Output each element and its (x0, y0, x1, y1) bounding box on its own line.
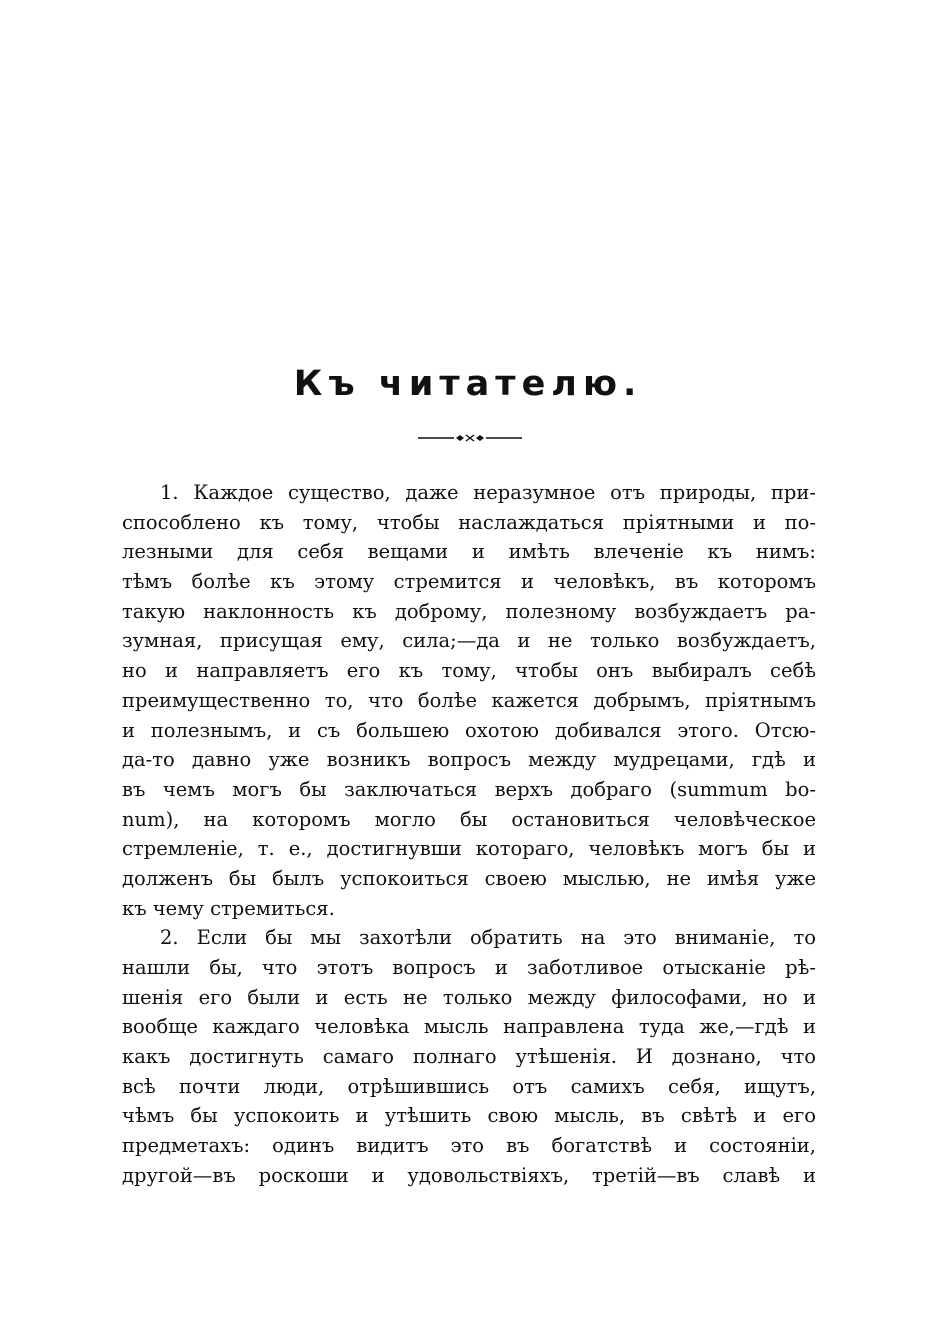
text-line: тѣмъ болѣе къ этому стремится и человѣкъ, въ которомъ (122, 570, 816, 594)
text-line: шенія его были и есть не только между философами, но и (122, 985, 816, 1009)
text-line: лезными для себя вещами и имѣть влеченіе къ нимъ: (122, 540, 816, 564)
text-line: къ чему стремиться. (122, 896, 335, 920)
text-line: и полезнымъ, и съ большею охотою добивался этого. Отсю- (122, 718, 816, 742)
text-line: нашли бы, что этотъ вопросъ и заботливое отысканіе рѣ- (122, 956, 816, 979)
text-line: но и направляетъ его къ тому, чтобы онъ выбиралъ себѣ (122, 659, 816, 683)
text-line: долженъ бы былъ успокоиться своею мыслью, не имѣя уже (122, 866, 816, 890)
text-line: какъ достигнуть самаго полнаго утѣшенія. И дознано, что (122, 1045, 816, 1069)
body-text (122, 478, 816, 1191)
text-line: вообще каждаго человѣка мысль направлена туда же,—гдѣ и (122, 1015, 816, 1039)
text-line: предметахъ: одинъ видитъ это въ богатствѣ и состояніи, (122, 1134, 816, 1158)
text-line: зумная, присущая ему, сила;—да и не только возбуждаетъ, (122, 629, 816, 653)
text-line: всѣ почти люди, отрѣшившись отъ самихъ себя, ищутъ, (122, 1074, 816, 1098)
text-line: такую наклонность къ доброму, полезному возбуждаетъ ра- (122, 599, 816, 623)
text-line: 1. Каждое существо, даже неразумное отъ природы, при- (160, 481, 816, 504)
text-line: да-то давно уже возникъ вопросъ между мудрецами, гдѣ и (122, 748, 816, 772)
text-line: другой—въ роскоши и удовольствіяхъ, третій—въ славѣ и (122, 1163, 816, 1187)
text-line: въ чемъ могъ бы заключаться верхъ добраго (summum bo- (122, 777, 816, 801)
text-line: способлено къ тому, чтобы наслаждаться пріятными и по- (122, 510, 816, 534)
text-line: преимущественно то, что болѣе кажется добрымъ, пріятнымъ (122, 688, 816, 712)
text-line: num), на которомъ могло бы остановиться человѣческое (122, 807, 816, 831)
ornament-divider-icon (418, 432, 522, 444)
text-line: стремленіе, т. е., достигнувши котораго, человѣкъ могъ бы и (122, 837, 816, 861)
text-line: чѣмъ бы успокоить и утѣшить свою мысль, въ свѣтѣ и его (122, 1104, 816, 1128)
text-line: 2. Если бы мы захотѣли обратить на это вниманіе, то (160, 926, 816, 950)
page-heading: Къ читателю. (293, 364, 643, 404)
